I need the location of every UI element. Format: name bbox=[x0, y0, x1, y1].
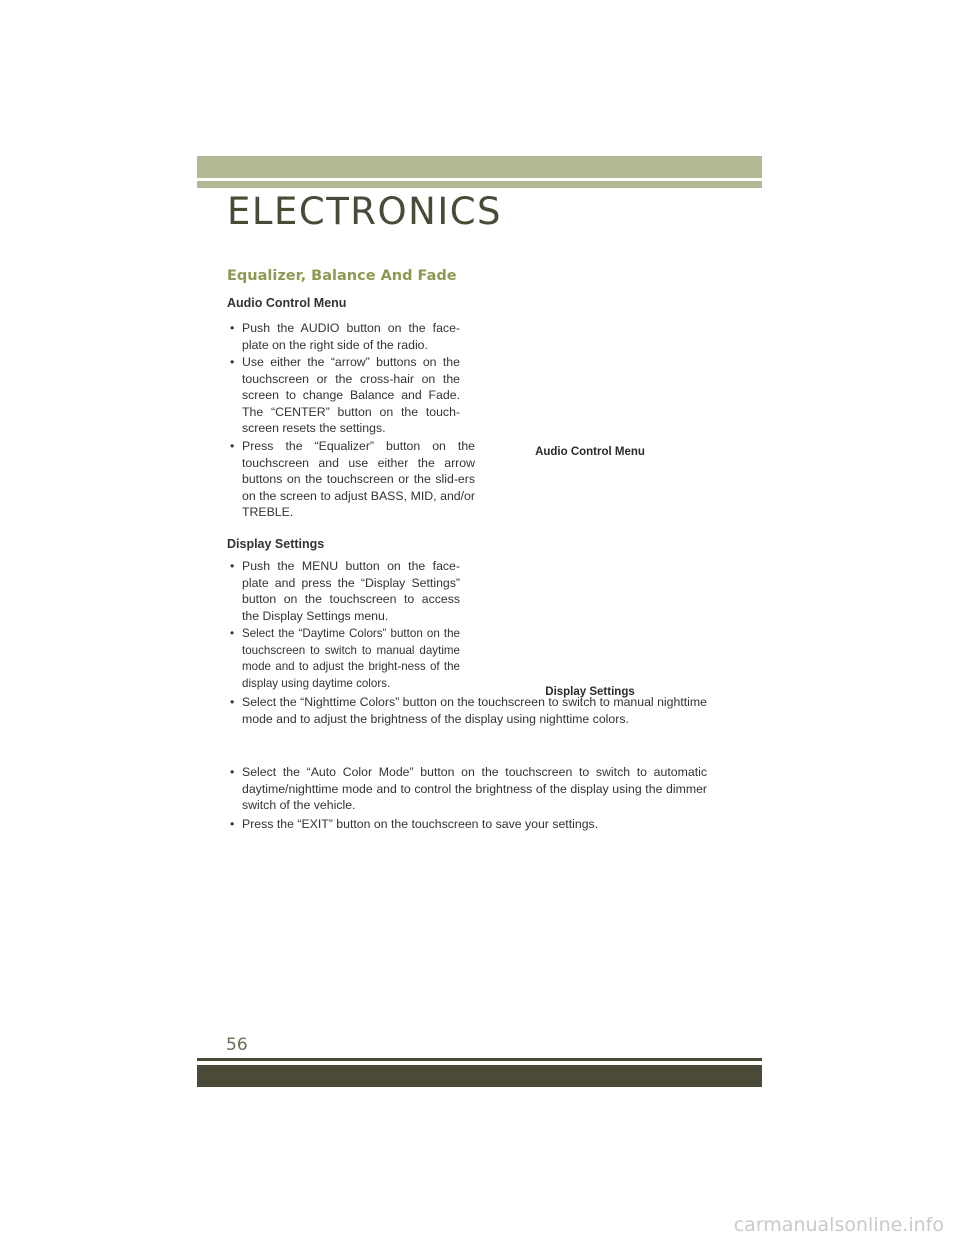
footer-line bbox=[197, 1058, 762, 1061]
list-item: • Press the “EXIT” button on the touchscreen to save your settings. bbox=[230, 817, 599, 831]
page-number: 56 bbox=[226, 1035, 248, 1055]
list-item: • Use either the “arrow” buttons on the touchscreen or the cross-hair on the screen to change Balance and Fade. The “CENTER” button on the touch-screen resets the settings. bbox=[230, 355, 460, 435]
bullet-icon: • bbox=[230, 627, 235, 640]
display-settings-caption: Display Settings bbox=[545, 686, 635, 698]
bullet-icon: • bbox=[230, 321, 235, 335]
bullet-icon: • bbox=[230, 439, 235, 453]
list-item: • Push the MENU button on the face-plate and press the “Display Settings” button on the touchscreen to access the Display Settings menu. bbox=[230, 559, 460, 623]
audio-menu-caption: Audio Control Menu bbox=[535, 446, 645, 458]
audio-menu-heading: Audio Control Menu bbox=[227, 296, 347, 310]
bullet-icon: • bbox=[230, 355, 235, 369]
header-accent-bar bbox=[197, 156, 762, 178]
bullet-icon: • bbox=[230, 695, 235, 709]
list-item: • Select the “Auto Color Mode” button on the touchscreen to switch to automatic daytime/nighttime mode and to control the brightness of the display using the dimmer switch of the vehicle. bbox=[230, 765, 707, 812]
list-item: • Select the “Daytime Colors” button on the touchscreen to switch to manual daytime mode and to adjust the bright-ness of the display using daytime colors. bbox=[230, 627, 460, 690]
list-item: • Push the AUDIO button on the face-plate on the right side of the radio. bbox=[230, 321, 460, 352]
bullet-icon: • bbox=[230, 559, 235, 573]
header-accent-line bbox=[197, 181, 762, 188]
bullet-icon: • bbox=[230, 817, 235, 831]
section-header: ELECTRONICS bbox=[227, 190, 503, 233]
display-settings-heading: Display Settings bbox=[227, 537, 325, 551]
watermark[interactable]: carmanualsonline.info bbox=[733, 1214, 944, 1236]
bullet-icon: • bbox=[230, 765, 235, 779]
list-item: • Press the “Equalizer” button on the touchscreen and use either the arrow buttons on the touchscreen or the slid-ers on the screen to adjust BASS, MID, and/or TREBLE. bbox=[230, 439, 475, 519]
list-item: • Select the “Nighttime Colors” button on the touchscreen to switch to manual nighttime mode and to adjust the brightness of the display using nighttime colors. bbox=[230, 695, 707, 726]
footer-bar bbox=[197, 1065, 762, 1087]
subsection-title: Equalizer, Balance And Fade bbox=[227, 268, 457, 284]
